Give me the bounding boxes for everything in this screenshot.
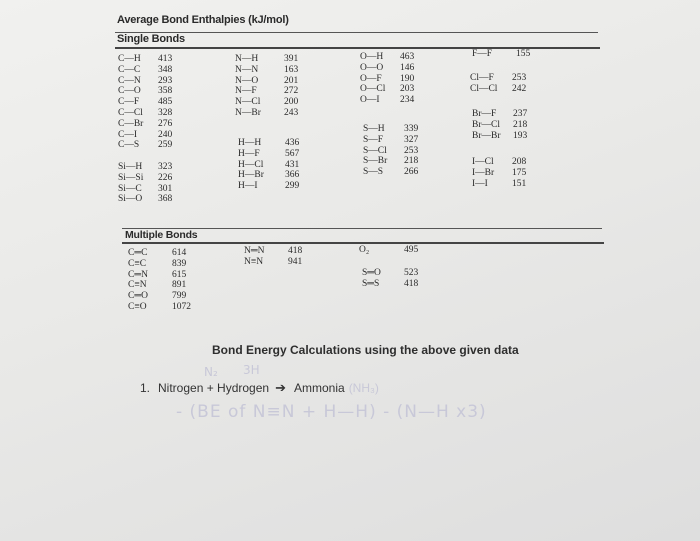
bond-label: I—Cl bbox=[472, 157, 494, 167]
bond-row bbox=[235, 76, 298, 87]
bond-energy: 436 bbox=[285, 138, 300, 148]
bond-label: N—O bbox=[235, 75, 259, 86]
bond-label: Si—C bbox=[118, 183, 142, 194]
bond-label: C—I bbox=[118, 129, 137, 140]
question-number: 1. bbox=[140, 381, 151, 395]
multiple-bonds-rule bbox=[122, 242, 604, 244]
bond-row bbox=[244, 257, 302, 268]
bond-energy: 276 bbox=[158, 118, 173, 129]
bond-row bbox=[362, 268, 418, 279]
bond-row bbox=[360, 95, 414, 106]
bond-energy: 163 bbox=[284, 64, 299, 75]
bond-label: N—H bbox=[235, 54, 259, 64]
bond-label: Br—F bbox=[472, 109, 497, 119]
bond-energy: 431 bbox=[285, 159, 300, 170]
bond-row bbox=[128, 248, 191, 259]
single-col-nitrogen bbox=[235, 54, 298, 119]
bond-row bbox=[235, 108, 298, 119]
bond-row bbox=[472, 49, 530, 60]
bond-row bbox=[128, 302, 191, 313]
bond-row bbox=[360, 84, 414, 95]
bond-row bbox=[128, 270, 191, 281]
bond-energy: 146 bbox=[400, 62, 415, 73]
bond-energy: 523 bbox=[404, 268, 419, 278]
bond-energy: 218 bbox=[513, 119, 528, 130]
single-col-bromine bbox=[472, 109, 527, 141]
bond-energy: 463 bbox=[400, 52, 415, 62]
bond-label: C═O bbox=[128, 291, 148, 302]
bond-energy: 323 bbox=[158, 161, 173, 172]
bond-label: C═C bbox=[128, 248, 148, 258]
bond-energy: 226 bbox=[158, 172, 173, 183]
bond-energy: 339 bbox=[404, 124, 419, 134]
bond-label: Br—Cl bbox=[472, 119, 500, 130]
bond-label: I—I bbox=[472, 178, 488, 189]
bond-label: Cl—Cl bbox=[470, 83, 498, 94]
bond-label: O—F bbox=[360, 73, 382, 84]
bond-label: O—O bbox=[360, 62, 384, 73]
bond-label: O—Cl bbox=[360, 84, 386, 95]
bond-label: H—I bbox=[238, 181, 258, 192]
bond-row bbox=[118, 119, 172, 130]
bond-energy: 413 bbox=[158, 54, 173, 64]
bond-energy: 266 bbox=[404, 167, 419, 178]
bond-row bbox=[118, 86, 172, 97]
bond-row bbox=[128, 291, 191, 302]
bond-energy: 190 bbox=[400, 73, 415, 84]
bond-row bbox=[470, 73, 526, 84]
bond-label: Si—H bbox=[118, 161, 143, 172]
bond-row bbox=[360, 74, 414, 85]
bond-energy: 348 bbox=[158, 64, 173, 75]
bond-label: C—H bbox=[118, 54, 141, 64]
bond-row bbox=[360, 52, 414, 63]
bond-label: C—S bbox=[118, 140, 140, 151]
bond-label: S—S bbox=[363, 167, 384, 178]
bond-label: O—H bbox=[360, 52, 384, 62]
bond-energy: 327 bbox=[404, 134, 419, 145]
bond-label: N—Br bbox=[235, 107, 261, 118]
bond-energy: 614 bbox=[172, 248, 187, 258]
bond-energy: 615 bbox=[172, 269, 187, 280]
handwritten-calculation: - (BE of N≡N + H—H) - (N—H x3) bbox=[176, 402, 487, 422]
bond-label: Cl—F bbox=[470, 73, 494, 83]
bond-row bbox=[363, 124, 418, 135]
multiple-col-nitrogen bbox=[244, 246, 302, 268]
bond-row bbox=[363, 167, 418, 178]
multiple-bonds-header: Multiple Bonds bbox=[125, 229, 198, 241]
bond-label: C—Br bbox=[118, 118, 144, 129]
bond-row bbox=[128, 259, 191, 270]
bond-label: N—F bbox=[235, 86, 257, 97]
bond-row bbox=[118, 173, 172, 184]
bond-label: C≡N bbox=[128, 280, 147, 291]
question-product: Ammonia bbox=[294, 381, 345, 395]
bond-energy: 208 bbox=[512, 157, 527, 167]
bond-label: N—Cl bbox=[235, 97, 261, 108]
single-col-iodine bbox=[472, 157, 526, 189]
bond-energy: 151 bbox=[512, 178, 527, 189]
bond-row bbox=[235, 86, 298, 97]
bond-label: C—Cl bbox=[118, 107, 143, 118]
bond-row bbox=[118, 130, 172, 141]
bond-row bbox=[238, 149, 299, 160]
bond-energy: 253 bbox=[512, 73, 527, 83]
handwritten-formula: (NH₃) bbox=[348, 381, 379, 395]
bond-row bbox=[235, 97, 298, 108]
bond-label: S—Br bbox=[363, 156, 388, 167]
bond-energy: 485 bbox=[158, 97, 173, 108]
o2-bond: O₂ bbox=[359, 245, 370, 255]
single-col-oxygen bbox=[360, 52, 414, 106]
single-col-fluorine bbox=[472, 49, 530, 60]
bond-energy: 237 bbox=[513, 109, 528, 119]
question-1 bbox=[140, 380, 379, 396]
bond-label: H—Cl bbox=[238, 159, 264, 170]
bond-label: S—H bbox=[363, 124, 385, 134]
bond-energy: 243 bbox=[284, 107, 299, 118]
calculations-title: Bond Energy Calculations using the above given data bbox=[212, 343, 519, 357]
bond-energy: 891 bbox=[172, 280, 187, 291]
bond-row bbox=[238, 138, 299, 149]
bond-row bbox=[472, 179, 526, 190]
bond-energy: 155 bbox=[516, 49, 531, 59]
handwritten-3h: 3H bbox=[243, 363, 260, 377]
bond-row bbox=[128, 280, 191, 291]
bond-row bbox=[472, 157, 526, 168]
bond-row bbox=[472, 120, 527, 131]
bond-row bbox=[472, 168, 526, 179]
bond-energy: 175 bbox=[512, 167, 527, 178]
bond-energy: 201 bbox=[284, 75, 299, 86]
bond-row bbox=[118, 65, 172, 76]
bond-row bbox=[118, 140, 172, 151]
bond-row bbox=[238, 170, 299, 181]
bond-energy: 839 bbox=[172, 258, 187, 269]
bond-label: C≡O bbox=[128, 301, 147, 312]
bond-energy: 242 bbox=[512, 83, 527, 94]
single-col-carbon-silicon bbox=[118, 54, 172, 205]
bond-energy: 259 bbox=[158, 140, 173, 151]
bond-label: O—I bbox=[360, 95, 380, 106]
reaction-arrow-icon: ➔ bbox=[275, 380, 286, 395]
bond-energy: 272 bbox=[284, 86, 299, 97]
bond-label: C≡C bbox=[128, 258, 147, 269]
bond-energy: 299 bbox=[285, 181, 300, 192]
bond-row bbox=[363, 146, 418, 157]
bond-row bbox=[118, 54, 172, 65]
multiple-col-sulfur bbox=[362, 268, 418, 290]
bond-energy: 1072 bbox=[172, 301, 191, 312]
bond-row bbox=[363, 156, 418, 167]
bond-energy: 200 bbox=[284, 97, 299, 108]
single-col-hydrogen bbox=[238, 138, 299, 192]
title-rule bbox=[115, 32, 598, 33]
bond-row bbox=[472, 131, 527, 142]
bond-row bbox=[118, 184, 172, 195]
single-col-chlorine bbox=[470, 73, 526, 95]
bond-label: N≡N bbox=[244, 256, 264, 267]
bond-energy: 799 bbox=[172, 291, 187, 302]
bond-energy: 418 bbox=[288, 246, 303, 256]
bond-energy: 203 bbox=[400, 84, 415, 95]
bond-energy: 941 bbox=[288, 256, 303, 267]
bond-row bbox=[118, 194, 172, 205]
bond-row bbox=[472, 109, 527, 120]
bond-energy: 366 bbox=[285, 170, 300, 181]
bond-label: H—H bbox=[238, 138, 262, 148]
bond-energy: 301 bbox=[158, 183, 173, 194]
bond-label: C—O bbox=[118, 86, 141, 97]
bond-row bbox=[360, 63, 414, 74]
bond-row bbox=[363, 135, 418, 146]
bond-label: S—F bbox=[363, 134, 384, 145]
bond-label: H—Br bbox=[238, 170, 264, 181]
bond-energy: 253 bbox=[404, 145, 419, 156]
bond-row bbox=[238, 160, 299, 171]
bond-label: Br—Br bbox=[472, 130, 501, 141]
bond-label: I—Br bbox=[472, 167, 495, 178]
multiple-o2 bbox=[359, 245, 449, 255]
bond-label: F—F bbox=[472, 49, 493, 59]
bond-label: H—F bbox=[238, 148, 260, 159]
bond-label: C—F bbox=[118, 97, 140, 108]
o2-value: 495 bbox=[404, 245, 419, 255]
bond-energy: 358 bbox=[158, 86, 173, 97]
bond-row bbox=[235, 54, 298, 65]
question-reactants: Nitrogen + Hydrogen bbox=[158, 381, 270, 395]
bond-row bbox=[118, 108, 172, 119]
bond-row bbox=[235, 65, 298, 76]
bond-energy: 418 bbox=[404, 278, 419, 289]
bond-label: S—Cl bbox=[363, 145, 387, 156]
bond-energy: 234 bbox=[400, 95, 415, 106]
single-bonds-header: Single Bonds bbox=[117, 33, 185, 45]
table-title: Average Bond Enthalpies (kJ/mol) bbox=[117, 14, 289, 26]
bond-label: S═O bbox=[362, 268, 381, 278]
bond-energy: 240 bbox=[158, 129, 173, 140]
bond-label: C—N bbox=[118, 75, 141, 86]
bond-energy: 293 bbox=[158, 75, 173, 86]
bond-label: N—N bbox=[235, 64, 259, 75]
bond-label: Si—O bbox=[118, 194, 143, 205]
bond-row bbox=[470, 84, 526, 95]
bond-energy: 193 bbox=[513, 130, 528, 141]
bond-energy: 368 bbox=[158, 194, 173, 205]
bond-energy: 391 bbox=[284, 54, 299, 64]
bond-row bbox=[362, 279, 418, 290]
bond-energy: 328 bbox=[158, 107, 173, 118]
bond-row bbox=[238, 181, 299, 192]
single-col-sulfur bbox=[363, 124, 418, 178]
bond-label: C—C bbox=[118, 64, 141, 75]
bond-label: S═S bbox=[362, 278, 380, 289]
bond-energy: 567 bbox=[285, 148, 300, 159]
multiple-col-carbon bbox=[128, 248, 191, 313]
bond-row bbox=[118, 97, 172, 108]
bond-label: N═N bbox=[244, 246, 265, 256]
handwritten-n2: N₂ bbox=[204, 365, 218, 379]
bond-label: Si—Si bbox=[118, 172, 144, 183]
bond-row bbox=[244, 246, 302, 257]
bond-label bbox=[118, 151, 158, 162]
bond-energy: 218 bbox=[404, 156, 419, 167]
bond-label: C═N bbox=[128, 269, 148, 280]
bond-row bbox=[118, 151, 172, 162]
bond-row bbox=[118, 162, 172, 173]
bond-row bbox=[118, 76, 172, 87]
